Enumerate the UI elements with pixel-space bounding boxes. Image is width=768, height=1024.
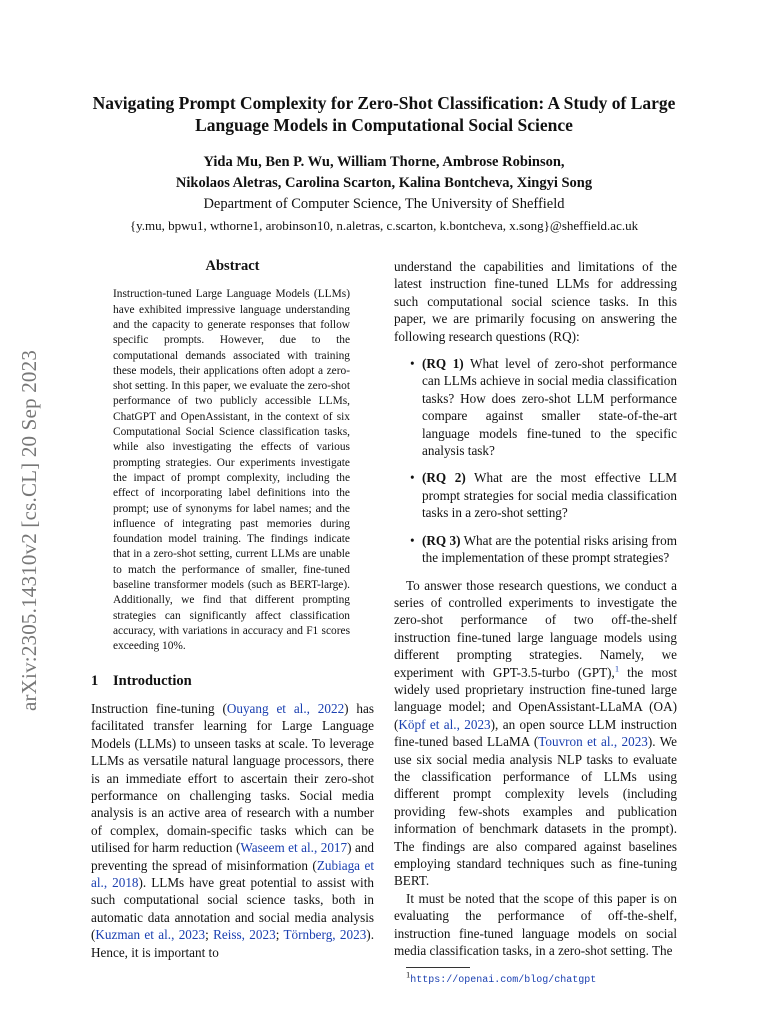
bullet-icon: • — [410, 356, 415, 372]
intro-paragraph — [91, 700, 374, 961]
body-text: ; — [205, 927, 214, 943]
body-text: Instruction fine-tuning ( — [91, 700, 227, 716]
footnote-marker[interactable]: 1 — [614, 663, 620, 674]
abstract-text: Instruction-tuned Large Language Models (LLMs) have exhibited impressive language understanding and the capacity to generate responses that follow specific prompts. However, due to the computational demands associated with training these models, their applications often adopt a zero-shot setting. In this paper, we evaluate the zero-shot performance of two publicly accessible LLMs, ChatGPT and OpenAssistant, in the context of six Computational Social Science classification tasks, while also investigating the effects of various prompting strategies. Our experiments investigate the impact of prompt complexity, including the effect of incorporating label definitions into the prompt; use of synonyms for label names; and the influence of integrating past memories during foundation model training. The findings indicate that in a zero-shot setting, current LLMs are unable to match the performance of smaller, fine-tuned baseline transformer models (such as BERT-large). Additionally, we find that different prompting strategies can significantly affect classification accuracy, with variations in accuracy and F1 scores exceeding 10%. — [113, 288, 350, 653]
body-text: ) has facilitated transfer learning for Large Language Models (LLMs) to unseen tasks at scale. To leverage LLMs as versatile natural language processors, there is an immediate effort to ascertain their zero-shot performance on challenging tasks. Social media analysis is an active area of research with a number of complex, domain-specific tasks which can be utilised for harm reduction ( — [91, 700, 374, 856]
body-text: the most widely used proprietary instruction fine-tuned large language model; and OpenAssistant-LLaMA (OA) ( — [394, 664, 678, 732]
abstract-heading: Abstract — [205, 258, 260, 274]
section-heading-introduction — [91, 673, 374, 690]
citation-link[interactable]: Touvron et al., 2023 — [538, 734, 648, 750]
arxiv-sidebar — [10, 320, 50, 740]
research-questions-list — [394, 355, 677, 566]
body-text: To answer those research questions, we conduct a series of controlled experiments to investigate the zero-shot performance of two off-the-shelf instruction fine-tuned large language models using different prompting strategies. Namely, we experiment with GPT-3.5-turbo (GPT), — [394, 577, 677, 680]
rq-text: What are the potential risks arising from the implementation of these prompt strategies? — [422, 532, 677, 566]
citation-link[interactable]: Törnberg, 2023 — [283, 927, 367, 943]
method-paragraph — [394, 577, 677, 890]
list-item — [394, 355, 677, 459]
affiliation: Department of Computer Science, The University of Sheffield — [203, 196, 565, 212]
citation-link[interactable]: Zubiaga et al., 2018 — [91, 857, 374, 890]
footnote-number: 1 — [406, 969, 411, 980]
citation-link[interactable]: Kuzman et al., 2023 — [95, 927, 206, 943]
authors-line-2: Nikolaos Aletras, Carolina Scarton, Kalina Bontcheva, Xingyi Song — [175, 175, 593, 191]
citation-link[interactable]: Reiss, 2023 — [213, 927, 276, 943]
body-text: ; — [275, 927, 284, 943]
citation-link[interactable]: Köpf et al., 2023 — [398, 716, 491, 732]
body-text: ) and preventing the spread of misinformation ( — [91, 840, 375, 873]
arxiv-identifier: arXiv:2305.14310v2 [cs.CL] 20 Sep 2023 — [17, 349, 42, 711]
rq-label: (RQ 2) — [422, 470, 466, 486]
section-title: Introduction — [113, 672, 192, 689]
authors-line-1: Yida Mu, Ben P. Wu, William Thorne, Ambrose Robinson, — [203, 154, 565, 170]
footnote-url-link[interactable]: https://openai.com/blog/chatgpt — [410, 975, 597, 987]
body-text: ), an open source LLM instruction fine-tuned based LLaMA ( — [394, 716, 677, 750]
scope-paragraph: It must be noted that the scope of this paper is on evaluating the performance of off-the-shelf, instruction fine-tuned language models on social media classification tasks, in a zero-shot setting. The — [394, 890, 677, 959]
bullet-icon: • — [410, 532, 415, 548]
footnote-divider — [406, 967, 470, 968]
citation-link[interactable]: Waseem et al., 2017 — [240, 840, 348, 856]
list-item — [394, 532, 677, 567]
body-text: ). LLMs have great potential to assist with such computational social science tasks, both in automatic data annotation and social media analysis ( — [91, 875, 374, 943]
paper-title: Navigating Prompt Complexity for Zero-Shot Classification: A Study of Large Language Models in Computational Social Science — [92, 93, 676, 135]
section-number: 1 — [91, 672, 99, 689]
author-emails: {y.mu, bpwu1, wthorne1, arobinson10, n.aletras, c.scarton, k.bontcheva, x.song}@sheffield.ac.uk — [129, 218, 639, 233]
rq-label: (RQ 1) — [422, 356, 464, 372]
rq-label: (RQ 3) — [422, 532, 461, 548]
rq-text: What level of zero-shot performance can LLMs achieve in social media classification tasks? How does zero-shot LLM performance compare against smaller state-of-the-art language models fine-tuned to the specific analysis task? — [422, 356, 677, 459]
author-block — [60, 152, 708, 236]
footnote — [406, 971, 677, 989]
rq-text: What are the most effective LLM prompt strategies for social media classification tasks in a zero-shot setting? — [422, 470, 677, 521]
intro-paragraph-continued: understand the capabilities and limitations of the latest instruction fine-tuned LLMs for addressing such computational social science tasks. In this paper, we are primarily focusing on answering the following research questions (RQ): — [394, 259, 677, 344]
body-text: ). Hence, it is important to — [91, 927, 374, 960]
list-item — [394, 469, 677, 521]
bullet-icon: • — [410, 470, 415, 486]
left-column — [91, 258, 374, 961]
right-column — [394, 258, 677, 990]
body-text: ). We use six social media analysis NLP tasks to evaluate the classification performance of LLMs using different prompt complexity levels (including providing few-shots examples and publication information of benchmark datasets in the prompt). The findings are also compared against baselines employing standard techniques such as fine-tuning BERT. — [394, 734, 677, 889]
citation-link[interactable]: Ouyang et al., 2022 — [226, 700, 345, 716]
